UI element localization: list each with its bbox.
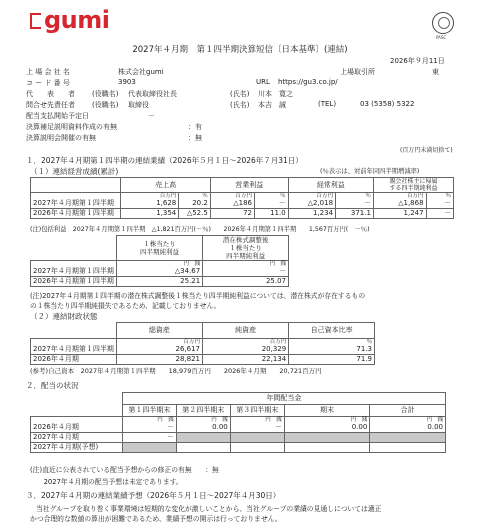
eps-note-line2: の１株当たり四半期純損失であるため、記載しておりません。 [30, 302, 221, 310]
table-cell: 11.0 [255, 209, 289, 219]
header-ord-income: 経常利益 [288, 178, 373, 193]
table-cell: － [122, 423, 176, 433]
table-cell: △1,868 [373, 199, 426, 209]
table-cell: － [230, 423, 284, 433]
header-year-end: 期末 [284, 405, 370, 417]
header-op-income: 営業利益 [210, 178, 288, 193]
financial-position-table [30, 322, 375, 365]
table-row [31, 199, 454, 209]
table-row [31, 267, 289, 277]
table-cell: 2027年４月期第１四半期 [31, 199, 121, 209]
table-part [31, 178, 454, 193]
table-cell: 2027年４月期 [31, 433, 123, 443]
table-cell [31, 178, 121, 193]
table-cell: 円 銭 [176, 417, 230, 424]
table-cell: ％ [289, 339, 375, 346]
tel-label: (TEL) [318, 100, 337, 108]
table-cell: 71.3 [289, 345, 375, 355]
supplementary-label: 決算補足説明資料作成の有無 [26, 123, 117, 131]
table-cell: 25.21 [116, 277, 202, 287]
dividend-table [30, 392, 446, 453]
equity-note: (参考)自己資本 2027年４月期第１四半期 18,979百万円 2026年４月期 20,721百万円 [30, 367, 322, 375]
table-cell: 百万円 [210, 193, 254, 200]
table-cell: 25.07 [203, 277, 289, 287]
operating-results-table [30, 177, 454, 219]
dividend-note-line2: 2027年４月期の配当予想は未定であります。 [30, 478, 183, 486]
company-url[interactable]: https://gu3.co.jp/ [278, 78, 338, 86]
table-cell [370, 443, 446, 453]
table-cell: 22,134 [203, 355, 289, 365]
eps-table [30, 235, 289, 287]
table-cell: 円 銭 [284, 417, 370, 424]
financial-position-heading: （２）連結財政状態 [30, 312, 98, 321]
header-total: 合計 [370, 405, 446, 417]
table-row [31, 423, 446, 433]
table-cell: △52.5 [179, 209, 211, 219]
table-cell: 百万円 [203, 339, 289, 346]
operating-results-heading: （１）連結経営成績(累計) [30, 167, 119, 176]
table-cell: 百万円 [121, 193, 179, 200]
table-cell: － [203, 267, 289, 277]
logo-bracket [30, 13, 41, 29]
table-cell: 1,234 [288, 209, 335, 219]
table-cell: △186 [210, 199, 254, 209]
table-cell: ％ [255, 193, 289, 200]
dividend-date: － [148, 112, 155, 120]
table-cell: － [255, 199, 289, 209]
section2-heading: ２．配当の状況 [26, 381, 79, 390]
table-cell: － [336, 199, 374, 209]
dividend-note-line1: (注)直近に公表されている配当予想からの修正の有無 ：無 [30, 466, 219, 474]
table-part [31, 323, 375, 339]
table-row [31, 345, 375, 355]
table-row [31, 209, 454, 219]
table-cell [284, 443, 370, 453]
table-cell: 2027年４月期第１四半期 [31, 345, 117, 355]
rep-role-label: (役職名) [92, 90, 119, 98]
contact-label: 問合せ先責任者 [26, 101, 75, 109]
seal-label: PASC [436, 35, 447, 40]
table-cell: 2026年４月期 [31, 355, 117, 365]
header-eps: １株当たり 四半期純利益 [116, 236, 202, 261]
table-cell: 20.2 [179, 199, 211, 209]
header-total-assets: 総資産 [116, 323, 202, 339]
table-cell [122, 443, 176, 453]
table-row [31, 433, 446, 443]
table-cell: 1,628 [121, 199, 179, 209]
table-row [31, 277, 289, 287]
table-cell: 0.00 [370, 423, 446, 433]
table-cell: 円 銭 [122, 417, 176, 424]
header-diluted-eps: 潜在株式調整後 １株当たり 四半期純利益 [203, 236, 289, 261]
table-cell [284, 433, 370, 443]
table-cell: △34.67 [116, 267, 202, 277]
table-cell [370, 433, 446, 443]
section3-heading: ３．2027年４月期の連結業績予想（2026年５月１日～2027年４月30日） [26, 491, 281, 500]
table-cell: 20,329 [203, 345, 289, 355]
table-part [31, 236, 289, 261]
company-name: 株式会社gumi [118, 68, 164, 76]
header-annual-dividend: 年間配当金 [122, 393, 445, 405]
header-equity-ratio: 自己資本比率 [289, 323, 375, 339]
table-cell: 1,354 [121, 209, 179, 219]
code-label: コ ー ド 番 号 [26, 79, 70, 87]
dividend-date-label: 配当支払開始予定日 [26, 112, 89, 120]
table-cell: － [426, 209, 453, 219]
rep-label: 代 表 者 [26, 90, 75, 98]
tel-value: 03 (5358) 5322 [360, 100, 415, 108]
comprehensive-income-note: (注)包括利益 2027年４月期第１四半期 △1,821百万円(－％) 2026年４月期第１四半期 1,567百万円( －％) [30, 226, 370, 233]
table-cell: 百万円 [288, 193, 335, 200]
table-cell: △2,018 [288, 199, 335, 209]
forecast-note-line1: 当社グループを取り巻く事業環境は短期的な変化が激しいことから、当社グループの業績の見通しについては適正 [36, 505, 382, 513]
table-cell [31, 405, 123, 417]
table-cell: 2027年４月期(予想) [31, 443, 123, 453]
table-part [31, 405, 446, 417]
supplementary-value: ：有 [188, 123, 202, 131]
forecast-note-line2: かつ合理的な数値の算出が困難であるため、業績予想の開示は行っておりません。 [30, 515, 282, 523]
section1-heading: １．2027年４月期第１四半期の連結業績（2026年５月１日～2026年７月31日） [26, 156, 303, 165]
contact-name: 本吉 誠 [258, 101, 286, 109]
page-title: 2027年４月期 第１四半期決算短信〔日本基準〕(連結) [132, 45, 348, 55]
table-cell: 1,247 [373, 209, 426, 219]
table-cell [176, 433, 230, 443]
table-cell: 71.9 [289, 355, 375, 365]
table-cell: ％ [336, 193, 374, 200]
table-row [31, 355, 375, 365]
table-cell: 371.1 [336, 209, 374, 219]
eps-note-line1: (注)2027年４月期第１四半期の潜在株式調整後１株当たり四半期純利益については、潜在株式が存在するもの [30, 292, 366, 300]
table-cell [230, 443, 284, 453]
table-cell [31, 236, 117, 261]
table-cell: ％ [426, 193, 453, 200]
report-date: 2026年９月11日 [390, 57, 445, 65]
company-name-label: 上 場 会 社 名 [26, 68, 70, 76]
table-cell: 2026年４月期第１四半期 [31, 209, 121, 219]
header-net-assets: 純資産 [203, 323, 289, 339]
rounding-note: (百万円未満切捨て) [400, 147, 453, 154]
table-cell: 2027年４月期第１四半期 [31, 267, 117, 277]
exchange-label: 上場取引所 [340, 68, 375, 76]
table-cell: 円 銭 [116, 261, 202, 268]
table-cell: 百万円 [373, 193, 426, 200]
table-cell: 円 銭 [203, 261, 289, 268]
rep-role: 代表取締役社長 [128, 90, 177, 98]
table-cell [176, 443, 230, 453]
percent-note: (％表示は、対前年同四半期増減率) [320, 168, 420, 175]
table-cell [31, 323, 117, 339]
exchange-value: 東 [432, 68, 439, 76]
table-cell [31, 393, 123, 405]
contact-name-label: (氏名) [230, 101, 250, 109]
code-value: 3903 [118, 78, 136, 86]
table-cell: 0.00 [176, 423, 230, 433]
table-cell: 2026年４月期第１四半期 [31, 277, 117, 287]
table-cell: 百万円 [116, 339, 202, 346]
table-cell: 円 銭 [230, 417, 284, 424]
header-q3-end: 第３四半期末 [230, 405, 284, 417]
table-cell: － [426, 199, 453, 209]
table-cell: 0.00 [284, 423, 370, 433]
header-q2-end: 第２四半期末 [176, 405, 230, 417]
table-cell: 26,617 [116, 345, 202, 355]
pasc-seal-icon [432, 12, 454, 34]
header-net-income: 親会社株主に帰属 する四半期純利益 [373, 178, 453, 193]
table-part [31, 393, 446, 405]
table-cell: ％ [179, 193, 211, 200]
table-cell [230, 433, 284, 443]
contact-role: 取締役 [128, 101, 149, 109]
header-q1-end: 第１四半期末 [122, 405, 176, 417]
rep-name: 川本 寛之 [258, 90, 293, 98]
header-sales: 売上高 [121, 178, 210, 193]
table-cell: 円 銭 [370, 417, 446, 424]
table-cell: 2026年４月期 [31, 423, 123, 433]
table-row [31, 443, 446, 453]
table-cell: － [122, 433, 176, 443]
meeting-value: ：無 [188, 134, 202, 142]
table-cell: 72 [210, 209, 254, 219]
rep-name-label: (氏名) [230, 90, 250, 98]
company-logo: gumi [44, 6, 110, 34]
table-cell: 28,821 [116, 355, 202, 365]
contact-role-label: (役職名) [92, 101, 119, 109]
url-label: URL [256, 78, 270, 86]
meeting-label: 決算説明会開催の有無 [26, 134, 96, 142]
